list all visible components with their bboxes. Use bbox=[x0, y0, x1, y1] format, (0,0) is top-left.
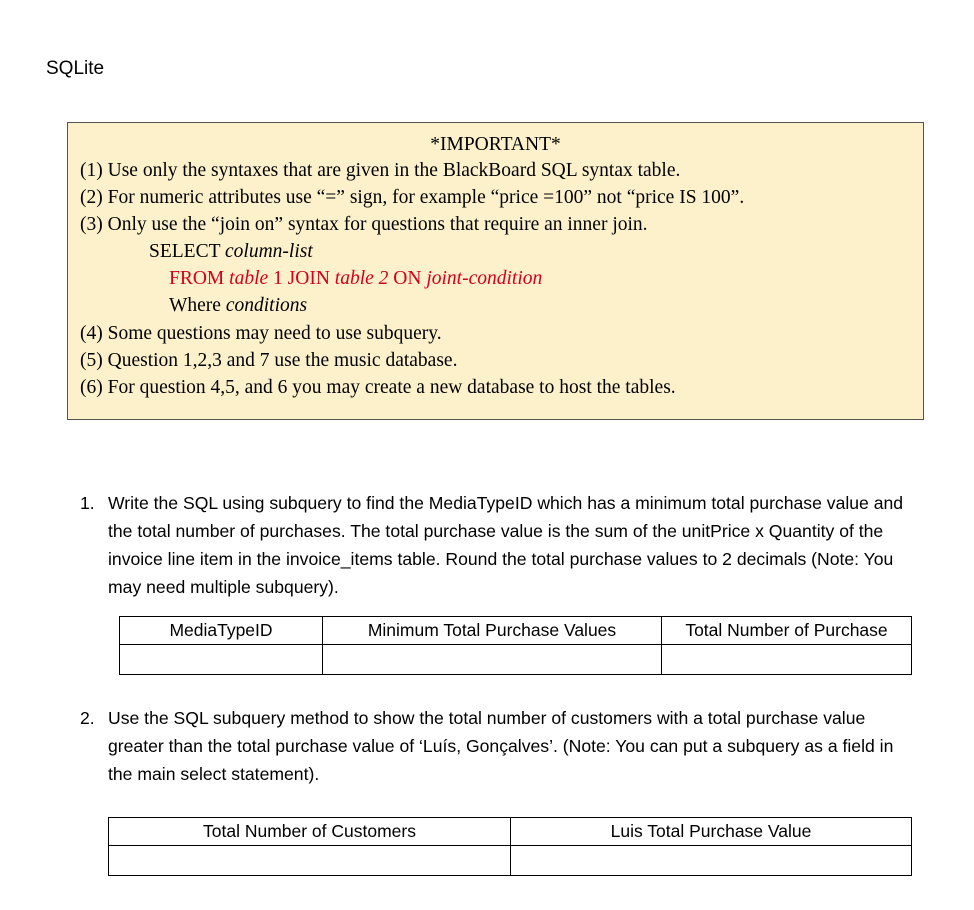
important-title: *IMPORTANT* bbox=[430, 134, 561, 155]
important-notice-box bbox=[67, 122, 924, 420]
syntax-where-line bbox=[169, 294, 307, 318]
question-text: Use the SQL subquery method to show the total number of customers with a total purchase value greater than the total purchase value of ‘Luís, Gonçalves’. (Note: You can put a subquery as a field in the main select statement). bbox=[108, 708, 894, 784]
rule-3: (3) Only use the “join on” syntax for questions that require an inner join. bbox=[80, 214, 648, 235]
rule-4: (4) Some questions may need to use subquery. bbox=[80, 323, 442, 344]
answer-cell bbox=[323, 645, 662, 675]
answer-table-1 bbox=[119, 616, 912, 675]
syntax-select-line bbox=[149, 240, 313, 264]
question-number: 2. bbox=[80, 708, 95, 728]
rule-1: (1) Use only the syntaxes that are given in the BlackBoard SQL syntax table. bbox=[80, 160, 681, 181]
answer-row bbox=[120, 645, 912, 675]
answer-cell bbox=[662, 645, 912, 675]
header-cell: MediaTypeID bbox=[120, 617, 323, 645]
question-number: 1. bbox=[80, 493, 95, 513]
answer-cell bbox=[511, 846, 912, 876]
header-cell: Luis Total Purchase Value bbox=[511, 818, 912, 846]
select-keyword: SELECT bbox=[149, 241, 226, 262]
syntax-from-line bbox=[169, 267, 542, 291]
header-cell: Total Number of Purchase bbox=[662, 617, 912, 645]
join-middle: 1 JOIN bbox=[268, 268, 335, 289]
answer-cell bbox=[109, 846, 511, 876]
header-cell: Total Number of Customers bbox=[109, 818, 511, 846]
where-keyword: Where bbox=[169, 295, 226, 316]
where-argument: conditions bbox=[225, 295, 308, 316]
table2-name: table 2 bbox=[334, 268, 389, 289]
from-keyword: FROM bbox=[169, 268, 230, 289]
answer-row bbox=[109, 846, 912, 876]
answer-table-2 bbox=[108, 817, 912, 876]
rule-2: (2) For numeric attributes use “=” sign, for example “price =100” not “price IS 100”. bbox=[80, 187, 745, 208]
join-condition: joint-condition bbox=[426, 268, 543, 289]
table-header-row bbox=[109, 818, 912, 846]
page-heading: SQLite bbox=[46, 58, 105, 79]
header-cell: Minimum Total Purchase Values bbox=[323, 617, 662, 645]
rule-6: (6) For question 4,5, and 6 you may create a new database to host the tables. bbox=[80, 377, 676, 398]
answer-cell bbox=[120, 645, 323, 675]
table1-name: table bbox=[229, 268, 269, 289]
rule-5: (5) Question 1,2,3 and 7 use the music database. bbox=[80, 350, 458, 371]
question-text: Write the SQL using subquery to find the MediaTypeID which has a minimum total purchase value and the total number of purchases. The total purchase value is the sum of the unitPrice x Quantity of the invoice line item in the invoice_items table. Round the total purchase values to 2 decimals (Note: You may need multiple subquery). bbox=[108, 493, 904, 597]
select-argument: column-list bbox=[225, 241, 313, 262]
question-1 bbox=[80, 489, 920, 601]
on-keyword: ON bbox=[388, 268, 427, 289]
table-header-row bbox=[120, 617, 912, 645]
question-2 bbox=[80, 704, 920, 788]
